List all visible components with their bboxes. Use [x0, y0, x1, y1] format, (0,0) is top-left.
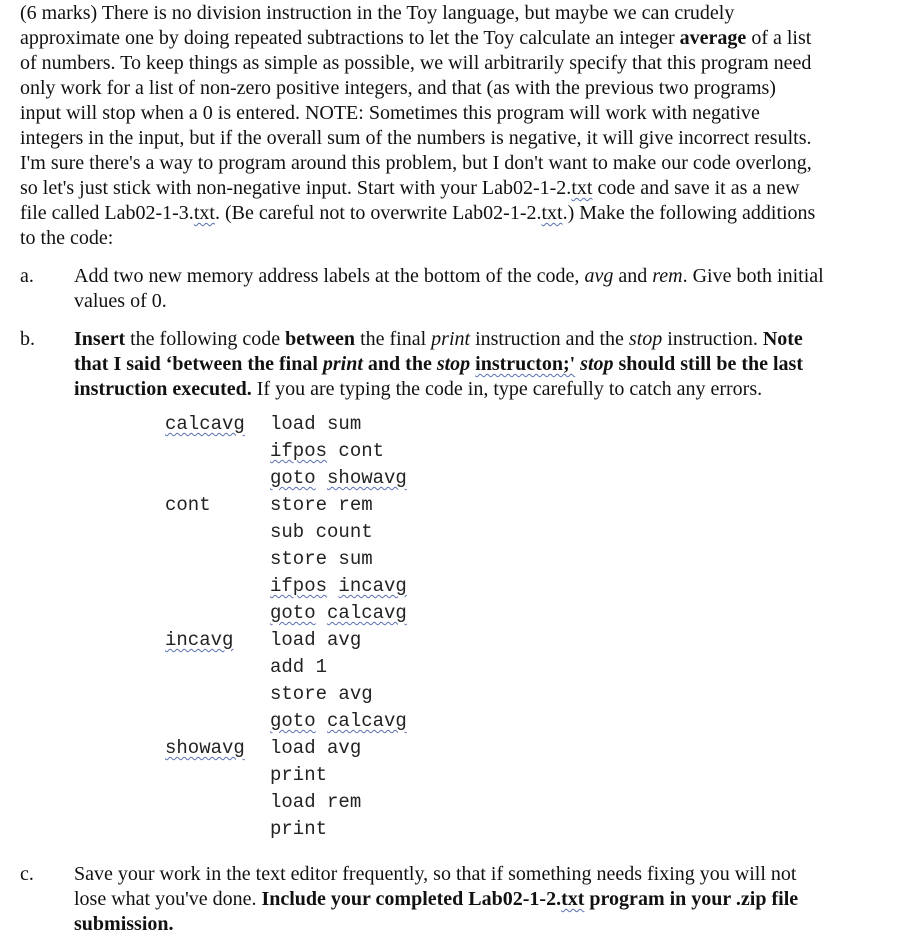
text: and the: [362, 353, 437, 375]
code-instruction: print: [270, 818, 328, 840]
bold-note: Note: [762, 328, 803, 350]
code-label: calcavg: [165, 413, 245, 435]
italic-rem: rem: [652, 265, 683, 287]
text: . Give both initial: [682, 265, 824, 287]
text: of numbers. To keep things as simple as possible, we will arbitrarily specify that this program need: [20, 52, 812, 74]
item-line: [74, 377, 898, 402]
bold-italic-stop: stop: [436, 353, 471, 375]
code-line: [165, 573, 898, 600]
bold-italic-print: print: [322, 353, 363, 375]
code-instruction: [270, 600, 407, 627]
item-line: [74, 352, 898, 377]
intro-line: [20, 51, 898, 76]
list-marker: a.: [20, 265, 34, 287]
text: .) Make the following additions: [562, 202, 816, 224]
text: only work for a list of non-zero positive integers, and that (as with the previous two programs): [20, 77, 776, 99]
list-marker: b.: [20, 328, 35, 350]
intro-line: [20, 126, 898, 151]
bold-text: instruction executed.: [74, 378, 252, 400]
bold-average: average: [679, 27, 747, 49]
code-instruction: load avg: [270, 737, 362, 759]
text: I'm sure there's a way to program around this problem, but I don't want to make our code overlong,: [20, 152, 812, 174]
code-token: calcavg: [327, 710, 407, 732]
code-token: goto: [270, 467, 316, 489]
code-line: [165, 789, 898, 816]
text: lose what you've done.: [74, 888, 262, 910]
code-label: cont: [165, 494, 211, 516]
spellcheck-word: txt: [193, 202, 215, 224]
code-line: [165, 492, 898, 519]
spellcheck-word: txt: [541, 202, 563, 224]
text: If you are typing the code in, type carefully to catch any errors.: [251, 378, 763, 400]
text: that I said ‘between the final: [74, 353, 323, 375]
code-line: [165, 708, 898, 735]
intro-line: [20, 76, 898, 101]
text: to the code:: [20, 227, 114, 249]
code-block: [165, 411, 898, 843]
code-instruction: load sum: [270, 413, 362, 435]
item-line: [74, 862, 898, 887]
code-label: incavg: [165, 629, 234, 651]
code-line: [165, 438, 898, 465]
code-token: goto: [270, 602, 316, 624]
code-instruction: load avg: [270, 629, 362, 651]
code-instruction: [270, 465, 407, 492]
intro-line: [20, 1, 898, 26]
text: so let's just stick with non-negative input. Start with your Lab02-1-2.: [20, 177, 572, 199]
code-line: [165, 762, 898, 789]
code-token: cont: [338, 440, 385, 462]
italic-stop: stop: [628, 328, 663, 350]
code-token: calcavg: [327, 602, 407, 624]
list-item-c: [20, 862, 898, 937]
text: file called Lab02-1-3.: [20, 202, 194, 224]
intro-line: [20, 26, 898, 51]
code-instruction: store avg: [270, 683, 373, 705]
intro-paragraph: [20, 1, 898, 251]
code-line: [165, 681, 898, 708]
bold-insert: Insert: [74, 328, 126, 350]
item-line: [74, 327, 898, 352]
code-token: incavg: [338, 575, 407, 597]
code-line: [165, 600, 898, 627]
code-instruction: print: [270, 764, 328, 786]
italic-avg: avg: [584, 265, 614, 287]
code-instruction: load rem: [270, 791, 362, 813]
text: approximate one by doing repeated subtractions to let the Toy calculate an integer: [20, 27, 680, 49]
code-token: ifpos: [270, 440, 328, 462]
text: values of 0.: [74, 290, 167, 312]
list-item-b: [20, 327, 898, 843]
text: should still be the last: [613, 353, 803, 375]
intro-line: [20, 226, 898, 251]
code-line: [165, 465, 898, 492]
spellcheck-word: txt: [571, 177, 593, 199]
italic-print: print: [431, 328, 471, 350]
code-line: [165, 519, 898, 546]
code-instruction: [270, 708, 407, 735]
text: instruction.: [662, 328, 763, 350]
code-instruction: add 1: [270, 656, 328, 678]
spellcheck-word: txt: [561, 888, 585, 910]
item-line: [74, 289, 898, 314]
code-token: showavg: [327, 467, 407, 489]
text: the final: [355, 328, 432, 350]
text: and: [613, 265, 653, 287]
code-token: goto: [270, 710, 316, 732]
text: integers in the input, but if the overall sum of the numbers is negative, it will give incorrect results.: [20, 127, 812, 149]
code-token: ifpos: [270, 575, 328, 597]
list-marker: c.: [20, 863, 34, 885]
bold-text: submission.: [74, 913, 174, 935]
spellcheck-word: instructon;': [475, 353, 576, 375]
code-line: [165, 546, 898, 573]
list-item-a: [20, 264, 898, 314]
assignment-document: [20, 1, 898, 937]
item-line: [74, 887, 898, 912]
code-instruction: [270, 438, 384, 465]
text: code and save it as a new: [592, 177, 800, 199]
code-instruction: store rem: [270, 494, 373, 516]
code-instruction: store sum: [270, 548, 373, 570]
code-line: [165, 411, 898, 438]
text: Add two new memory address labels at the bottom of the code,: [74, 265, 585, 287]
text: (6 marks) There is no division instruction in the Toy language, but maybe we can crudely: [20, 2, 735, 24]
code-line: [165, 735, 898, 762]
code-line: [165, 816, 898, 843]
code-instruction: [270, 573, 407, 600]
intro-line: [20, 151, 898, 176]
bold-text: Include your completed Lab02-1-2.: [261, 888, 562, 910]
text: instruction and the: [470, 328, 629, 350]
bold-italic-stop: stop: [580, 353, 614, 375]
code-line: [165, 627, 898, 654]
code-label: showavg: [165, 737, 245, 759]
text: input will stop when a 0 is entered. NOTE: Sometimes this program will work with negative: [20, 102, 760, 124]
text: of a list: [746, 27, 812, 49]
intro-line: [20, 201, 898, 226]
bold-between: between: [285, 328, 356, 350]
code-line: [165, 654, 898, 681]
bold-text: program in your .zip file: [584, 888, 799, 910]
code-instruction: sub count: [270, 521, 373, 543]
text: the following code: [125, 328, 286, 350]
intro-line: [20, 101, 898, 126]
item-line: [74, 264, 898, 289]
text: Save your work in the text editor frequently, so that if something needs fixing you will not: [74, 863, 797, 885]
intro-line: [20, 176, 898, 201]
text: . (Be careful not to overwrite Lab02-1-2.: [214, 202, 542, 224]
item-line: [74, 912, 898, 937]
